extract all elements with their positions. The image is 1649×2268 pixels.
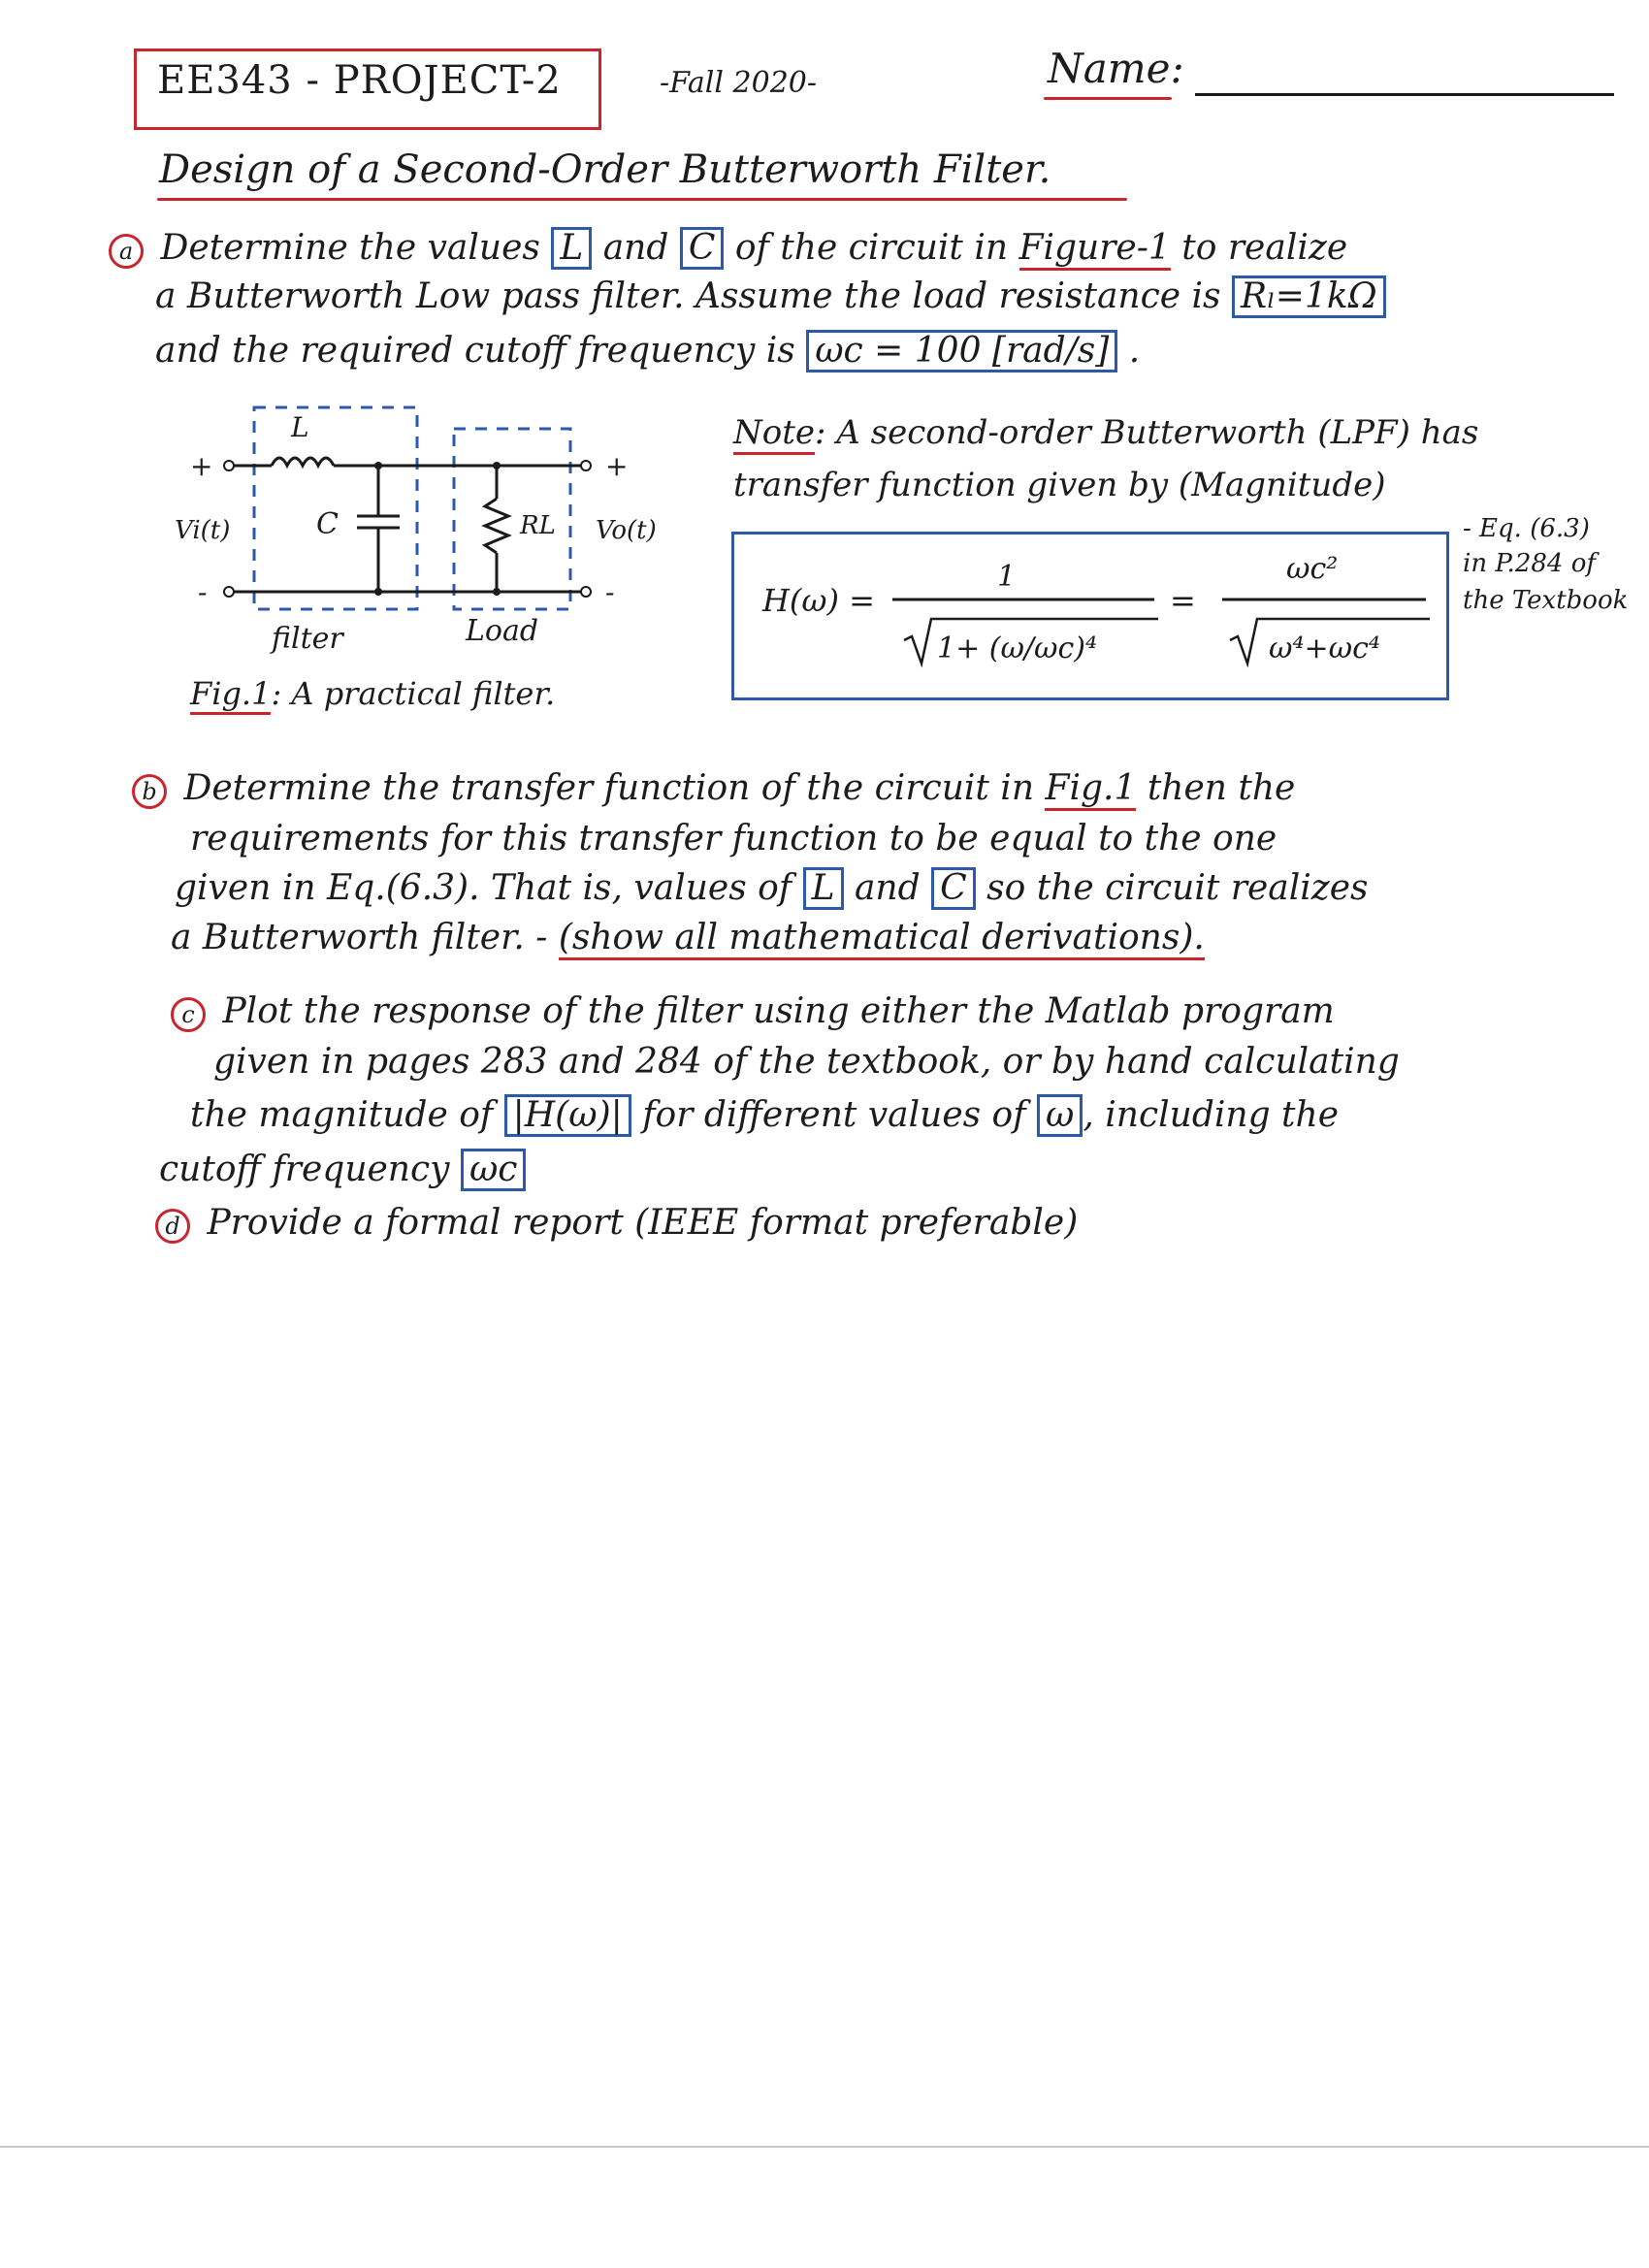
part-d-marker: d [155,1209,190,1244]
part-b-line1: b Determine the transfer function of the circuit in Fig.1 then the [132,768,1295,809]
eq-den2: ω⁴+ωc⁴ [1269,632,1380,665]
part-b-marker: b [132,774,167,809]
inductor-label: L [291,411,309,443]
vi-label: Vi(t) [175,516,231,545]
H-magnitude-box: |H(ω)| [504,1094,631,1137]
figure-caption-ref: Fig.1 [190,675,271,715]
title-underline [157,198,1127,201]
term-label: -Fall 2020- [660,66,818,100]
omega-box: ω [1037,1094,1083,1137]
note-line1: Note: A second-order Butterworth (LPF) has [733,413,1478,452]
filter-label: filter [272,622,343,656]
C-box: C [680,227,725,270]
eq-ref-line2: in P.284 of [1463,549,1596,578]
inductor-symbol [272,458,334,466]
eq-6-3-formula [737,535,1441,691]
resistor-symbol [485,499,508,553]
part-d-line: d Provide a formal report (IEEE format preferable) [155,1203,1078,1244]
wc-box: ωc = 100 [rad/s] [806,330,1117,373]
capacitor-label: C [316,507,339,541]
eq-equals: = [1170,582,1196,619]
eq-lhs: H(ω) = [762,582,875,619]
part-b-line3: given in Eq.(6.3). That is, values of L and C so the circuit realizes [175,868,1369,908]
figure-caption: Fig.1: A practical filter. [190,675,555,712]
name-label-underline [1044,97,1172,100]
eq-num1: 1 [997,560,1017,594]
note-label: Note [733,413,815,455]
omega-c-box: ωc [461,1149,527,1191]
eq-num2: ωc² [1286,552,1339,586]
name-line [1195,93,1614,96]
figure-1-ref: Figure-1 [1019,228,1171,271]
eq-den1: 1+ (ω/ωc)⁴ [937,632,1098,665]
course-title: EE343 - PROJECT-2 [157,58,562,103]
figure-1-circuit [175,398,698,689]
part-b-line2: requirements for this transfer function to be equal to the one [190,819,1277,859]
part-a-line2: a Butterworth Low pass filter. Assume the load resistance is Rₗ=1kΩ [155,275,1386,318]
part-c-line2: given in pages 283 and 284 of the textbook, or by hand calculating [213,1042,1400,1082]
note-line2: transfer function given by (Magnitude) [733,466,1386,504]
page-title: Design of a Second-Order Butterworth Filter. [159,147,1051,192]
vo-minus: - [605,576,615,608]
part-a-marker: a [109,234,144,269]
eq-ref-line1: - Eq. (6.3) [1463,514,1590,543]
eq-ref-line3: the Textbook [1463,586,1629,615]
part-c-line4: cutoff frequency ωc [159,1149,526,1191]
part-c-line3: the magnitude of |H(ω)| for different values of ω , including the [190,1095,1340,1135]
part-c-line1: c Plot the response of the filter using either the Matlab program [171,991,1335,1032]
part-a-line3: and the required cutoff frequency is ωc = 100 [rad/s] . [155,331,1141,371]
resistor-label: RL [520,511,556,540]
load-label: Load [466,614,539,648]
part-a-line1: a Determine the values L and C of the circuit in Figure-1 to realize [109,227,1347,270]
part-b-line4: a Butterworth filter. - (show all mathematical derivations). [171,918,1205,957]
name-label: Name: [1048,45,1184,92]
vo-label: Vo(t) [596,516,657,545]
vi-minus: - [198,576,208,608]
fig-1-ref-b: Fig.1 [1045,768,1136,811]
vo-plus: + [605,450,629,482]
L-box-b: L [803,867,844,910]
vi-plus: + [190,450,213,482]
rl-box: Rₗ=1kΩ [1232,275,1386,318]
show-derivations-note: (show all mathematical derivations). [559,918,1205,960]
L-box: L [551,227,592,270]
part-c-marker: c [171,997,206,1032]
C-box-b: C [931,867,976,910]
scan-page-edge [0,2146,1649,2148]
